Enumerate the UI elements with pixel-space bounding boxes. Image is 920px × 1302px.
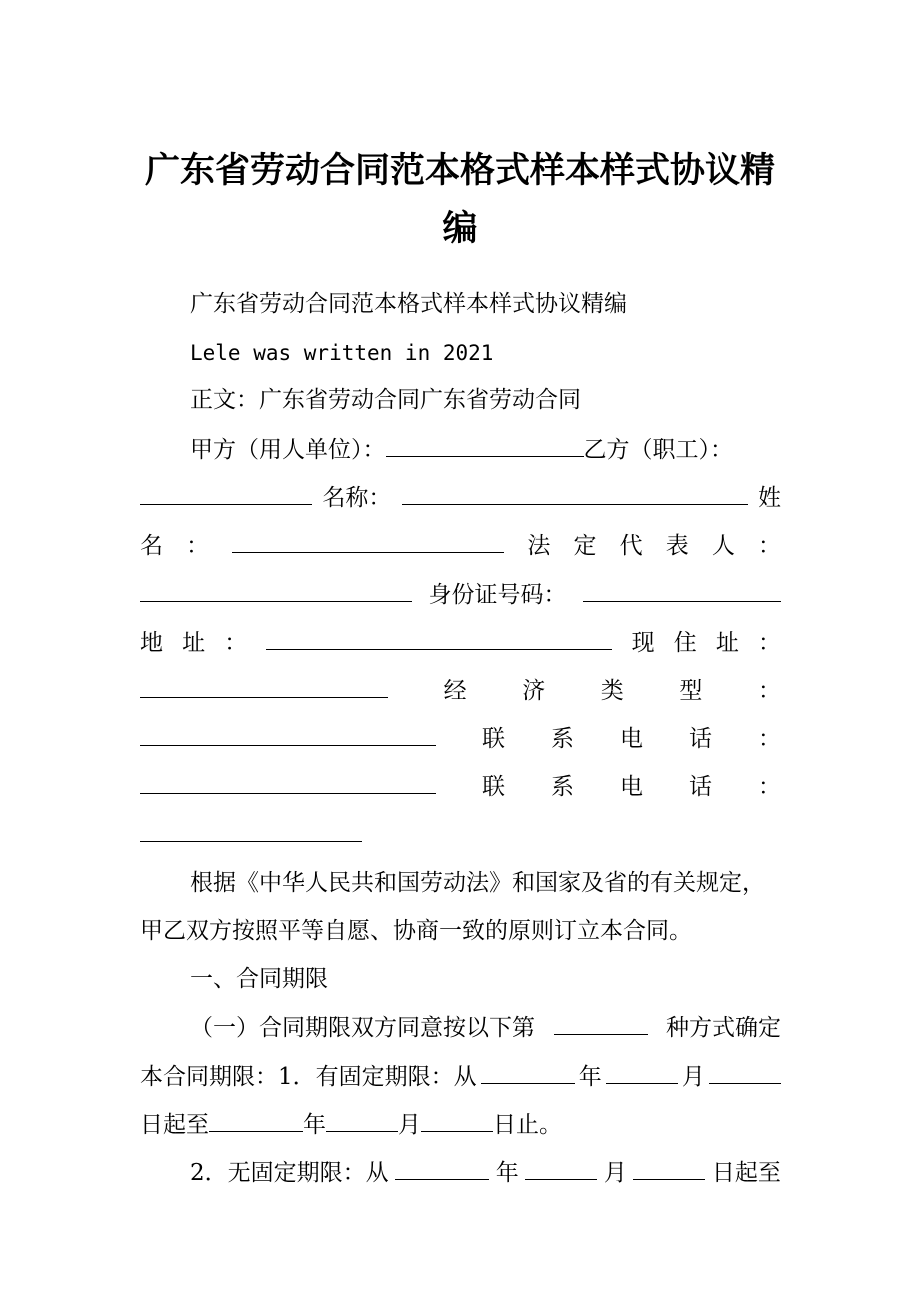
address-line: 地 址 ： 现 住 址 ：: [140, 627, 781, 658]
subtitle-line: 广东省劳动合同范本格式样本样式协议精编: [190, 291, 627, 317]
clause1-line3: 日起至 年 月 日止。: [140, 1109, 781, 1140]
written-line: Lele was written in 2021: [190, 341, 494, 365]
paragraph1-line2: 甲乙双方按照平等自愿、协商一致的原则订立本合同。: [140, 918, 692, 944]
clause1-line1: （一）合同期限双方同意按以下第 种方式确定: [140, 1012, 781, 1043]
legal-rep-line: 名 ： 法 定 代 表 人 ：: [140, 530, 781, 561]
name-line: 名称： 姓: [140, 482, 781, 513]
clause1-line2: 本合同期限：1．有固定期限：从 年 月: [140, 1061, 781, 1092]
id-line: 身份证号码：: [140, 579, 781, 610]
phone-line-a: 联 系 电 话 ：: [140, 723, 781, 754]
phone-line-b: 联 系 电 话 ：: [140, 771, 781, 802]
body-intro-line: 正文：广东省劳动合同广东省劳动合同: [190, 387, 581, 413]
trailing-blank-line: [140, 819, 781, 850]
clause2-line: 2．无固定期限：从 年 月 日起至: [140, 1157, 781, 1188]
section-heading: 一、合同期限: [190, 966, 328, 992]
econ-type-line: 经 济 类 型 ：: [140, 675, 781, 706]
paragraph1-line1: 根据《中华人民共和国劳动法》和国家及省的有关规定，: [190, 870, 765, 896]
party-line: 甲方（用人单位）： 乙方（职工）：: [140, 434, 781, 465]
document-title: 广东省劳动合同范本格式样本样式协议精 编: [144, 150, 775, 249]
